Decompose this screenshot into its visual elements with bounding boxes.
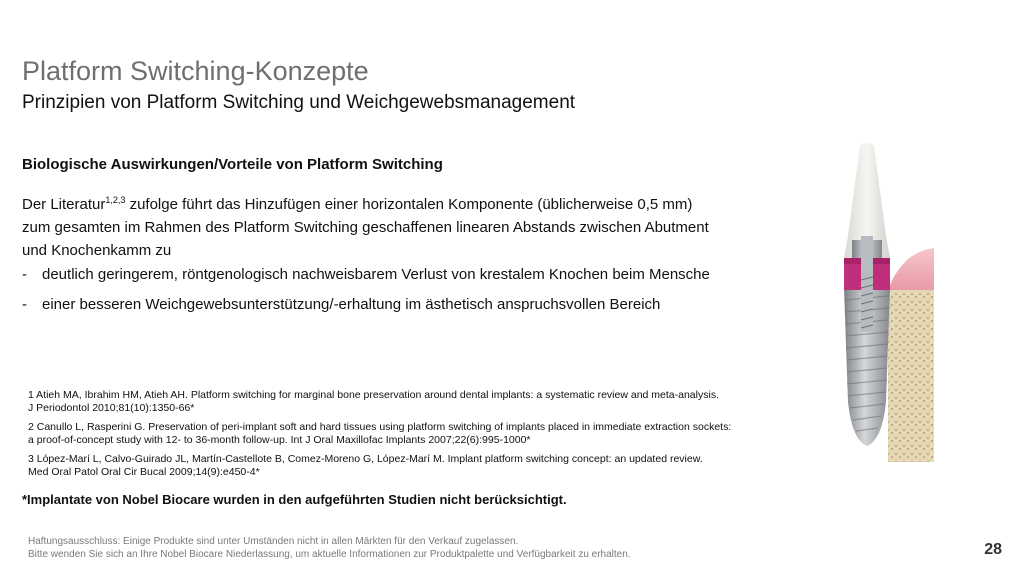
disclaimer-line: Bitte wenden Sie sich an Ihre Nobel Biocare Niederlassung, um aktuelle Informationen zur Produktpalette und Verfügbarkeit zu erhalten. bbox=[28, 549, 631, 560]
intro-line-2: zum gesamten im Rahmen des Platform Switching geschaffenen linearen Abstands zwischen Abutment bbox=[22, 219, 709, 236]
reference-line: 3 López-Marí L, Calvo-Guirado JL, Martín-Castellote B, Comez-Moreno G, López-Marí M. Implant platform switching concept: an updated review. bbox=[28, 453, 703, 465]
bone-block bbox=[888, 288, 934, 462]
intro-line-3: und Knochenkamm zu bbox=[22, 242, 172, 259]
reference-line: Med Oral Patol Oral Cir Bucal 2009;14(9):e450-4* bbox=[28, 466, 260, 478]
citation-superscript: 1,2,3 bbox=[105, 195, 126, 205]
slide-title: Platform Switching-Konzepte bbox=[22, 56, 369, 86]
bullet-text: einer besseren Weichgewebsunterstützung/-erhaltung im ästhetisch anspruchsvollen Bereich bbox=[42, 296, 661, 313]
bullet-text: deutlich geringerem, röntgenologisch nachweisbarem Verlust von krestalem Knochen beim Mensche bbox=[42, 266, 710, 283]
reference-line: a proof-of-concept study with 12- to 36-month follow-up. Int J Oral Maxillofac Implants 2007;22(6):995-1000* bbox=[28, 434, 531, 446]
slide-subtitle: Prinzipien von Platform Switching und Weichgewebsmanagement bbox=[22, 92, 576, 113]
intro-text-rest: zufolge führt das Hinzufügen einer horizontalen Komponente (üblicherweise 0,5 mm) bbox=[125, 196, 693, 213]
section-heading: Biologische Auswirkungen/Vorteile von Platform Switching bbox=[22, 156, 443, 173]
study-note: *Implantate von Nobel Biocare wurden in den aufgeführten Studien nicht berücksichtigt. bbox=[22, 492, 567, 507]
dental-implant-illustration bbox=[822, 140, 934, 462]
disclaimer bbox=[28, 535, 631, 561]
reference-item bbox=[28, 453, 818, 479]
intro-line-1 bbox=[22, 193, 812, 216]
page-number: 28 bbox=[984, 541, 1002, 558]
bullet-item bbox=[22, 266, 710, 283]
bullet-item bbox=[22, 296, 660, 313]
intro-paragraph bbox=[22, 193, 812, 262]
reference-item bbox=[28, 389, 818, 415]
intro-text-start: Der Literatur bbox=[22, 196, 106, 213]
gum-tissue bbox=[888, 248, 934, 290]
reference-line: 2 Canullo L, Rasperini G. Preservation of peri-implant soft and hard tissues using platform switching of implants placed in immediate extraction sockets: bbox=[28, 421, 732, 433]
disclaimer-line: Haftungsausschluss: Einige Produkte sind unter Umständen nicht in allen Märkten für den Verkauf zugelassen. bbox=[28, 536, 519, 547]
bullet-dash: - bbox=[22, 296, 27, 313]
bullet-dash: - bbox=[22, 266, 27, 283]
references-list bbox=[28, 389, 818, 485]
reference-line: 1 Atieh MA, Ibrahim HM, Atieh AH. Platform switching for marginal bone preservation around dental implants: a systematic review and meta-analysis. bbox=[28, 389, 719, 401]
reference-item bbox=[28, 421, 818, 447]
reference-line: J Periodontol 2010;81(10):1350-66* bbox=[28, 402, 195, 414]
